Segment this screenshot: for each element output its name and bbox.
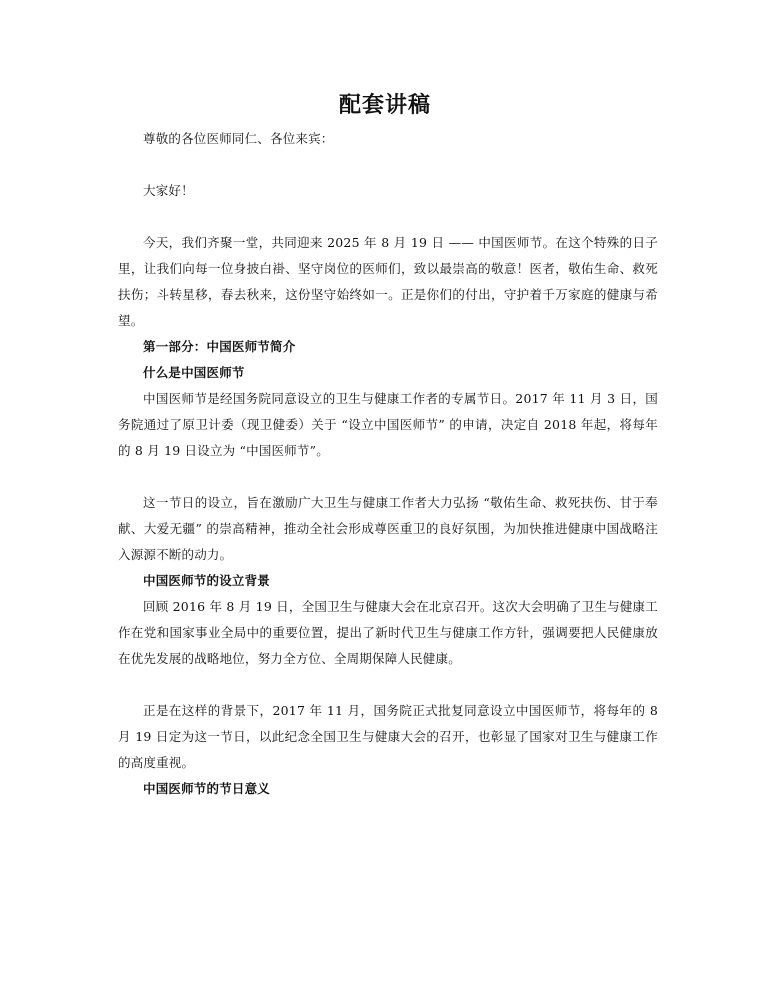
section2-paragraph-1: 回顾 2016 年 8 月 19 日，全国卫生与健康大会在北京召开。这次大会明确了卫生与健康工作在党和国家事业全局中的重要位置，提出了新时代卫生与健康工作方针，强调要把人民健康放在优先发展的战略地位，努力全方位、全周期保障人民健康。 xyxy=(118,599,658,666)
spacer xyxy=(118,152,658,178)
section2-paragraph-2: 正是在这样的背景下，2017 年 11 月，国务院正式批复同意设立中国医师节，将每年的 8 月 19 日定为这一节日，以此纪念全国卫生与健康大会的召开，也彰显了国家对卫生与健康工作的高度重视。 xyxy=(118,703,658,770)
section1-heading: 什么是中国医师节 xyxy=(143,365,245,380)
part1-heading: 第一部分：中国医师节简介 xyxy=(143,339,296,354)
section2-heading: 中国医师节的设立背景 xyxy=(143,573,271,588)
page-title: 配套讲稿 xyxy=(338,92,431,118)
salutation: 尊敬的各位医师同仁、各位来宾： xyxy=(143,131,334,146)
spacer xyxy=(118,672,658,698)
document-body xyxy=(118,126,658,802)
greeting: 大家好！ xyxy=(143,183,194,198)
intro-paragraph: 今天，我们齐聚一堂，共同迎来 2025 年 8 月 19 日 —— 中国医师节。在这个特殊的日子里，让我们向每一位身披白褂、坚守岗位的医师们，致以最崇高的敬意！医者，敬佑生命、救死扶伤；斗转星移，春去秋来，这份坚守始终如一。正是你们的付出，守护着千万家庭的健康与希望。 xyxy=(118,235,658,328)
section1-paragraph-2: 这一节日的设立，旨在激励广大卫生与健康工作者大力弘扬 “敬佑生命、救死扶伤、甘于奉献、大爱无疆” 的崇高精神，推动全社会形成尊医重卫的良好氛围，为加快推进健康中国战略注入源源不断的动力。 xyxy=(118,495,658,562)
spacer xyxy=(118,464,658,490)
spacer xyxy=(118,204,658,230)
section1-paragraph-1: 中国医师节是经国务院同意设立的卫生与健康工作者的专属节日。2017 年 11 月 3 日，国务院通过了原卫计委（现卫健委）关于 “设立中国医师节” 的申请，决定自 2018 年起，将每年的 8 月 19 日设立为 “中国医师节”。 xyxy=(118,391,658,458)
section3-heading: 中国医师节的节日意义 xyxy=(143,781,271,796)
